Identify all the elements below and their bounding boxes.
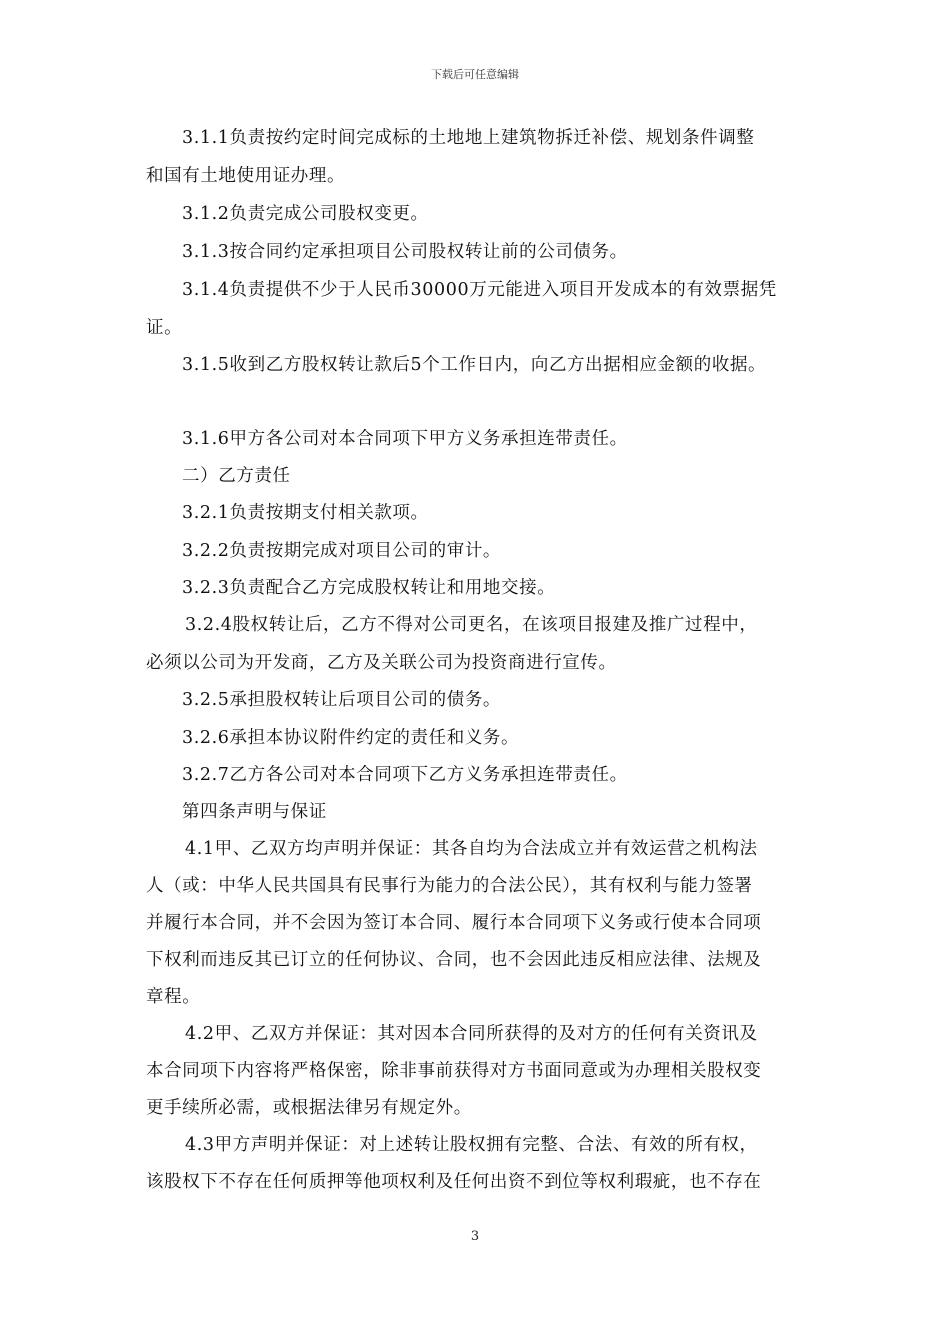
paragraph-line: 3.2.6承担本协议附件约定的责任和义务。 xyxy=(182,728,520,748)
section-heading: 第四条声明与保证 xyxy=(182,802,327,822)
paragraph-line: 3.2.7乙方各公司对本合同项下乙方义务承担连带责任。 xyxy=(182,765,628,785)
paragraph-line: 3.1.4负责提供不少于人民币30000万元能进入项目开发成本的有效票据凭 xyxy=(182,280,777,300)
paragraph-line: 本合同项下内容将严格保密，除非事前获得对方书面同意或为办理相关股权变 xyxy=(146,1061,762,1081)
paragraph-line: 人（或：中华人民共国具有民事行为能力的合法公民），其有权利与能力签署 xyxy=(146,876,753,896)
paragraph-line: 证。 xyxy=(146,318,183,338)
paragraph-line: 3.2.1负责按期支付相关款项。 xyxy=(182,503,429,523)
paragraph-line: 3.2.2负责按期完成对项目公司的审计。 xyxy=(182,541,502,561)
page-header: 下载后可任意编辑 xyxy=(431,68,519,81)
paragraph-line: 3.2.5承担股权转让后项目公司的债务。 xyxy=(182,690,502,710)
paragraph-line: 3.1.2负责完成公司股权变更。 xyxy=(182,204,429,224)
section-heading: 二）乙方责任 xyxy=(182,466,291,486)
paragraph-line: 3.1.3按合同约定承担项目公司股权转让前的公司债务。 xyxy=(182,242,628,262)
paragraph-line: 3.2.3负责配合乙方完成股权转让和用地交接。 xyxy=(182,578,556,598)
paragraph-line: 3.1.6甲方各公司对本合同项下甲方义务承担连带责任。 xyxy=(182,429,628,449)
paragraph-line: 4.3甲方声明并保证：对上述转让股权拥有完整、合法、有效的所有权， xyxy=(185,1135,758,1155)
paragraph-line: 3.2.4股权转让后，乙方不得对公司更名，在该项目报建及推广过程中， xyxy=(185,615,758,635)
paragraph-line: 4.2甲、乙双方并保证：其对因本合同所获得的及对方的任何有关资讯及 xyxy=(185,1024,758,1044)
paragraph-line: 3.1.5收到乙方股权转让款后5个工作日内，向乙方出据相应金额的收据。 xyxy=(182,355,767,375)
paragraph-line: 4.1甲、乙双方均声明并保证：其各自均为合法成立并有效运营之机构法 xyxy=(185,839,758,859)
page-number: 3 xyxy=(470,1229,480,1244)
paragraph-line: 更手续所必需，或根据法律另有规定外。 xyxy=(146,1098,472,1118)
paragraph-line: 该股权下不存在任何质押等他项权利及任何出资不到位等权利瑕疵，也不存在 xyxy=(146,1172,762,1192)
paragraph-line: 和国有土地使用证办理。 xyxy=(146,166,346,186)
paragraph-line: 必须以公司为开发商，乙方及关联公司为投资商进行宣传。 xyxy=(146,653,617,673)
paragraph-line: 3.1.1负责按约定时间完成标的土地地上建筑物拆迁补偿、规划条件调整 xyxy=(182,128,755,148)
paragraph-line: 章程。 xyxy=(146,987,201,1007)
paragraph-line: 下权利而违反其已订立的任何协议、合同，也不会因此违反相应法律、法规及 xyxy=(146,950,762,970)
paragraph-line: 并履行本合同，并不会因为签订本合同、履行本合同项下义务或行使本合同项 xyxy=(146,913,762,933)
